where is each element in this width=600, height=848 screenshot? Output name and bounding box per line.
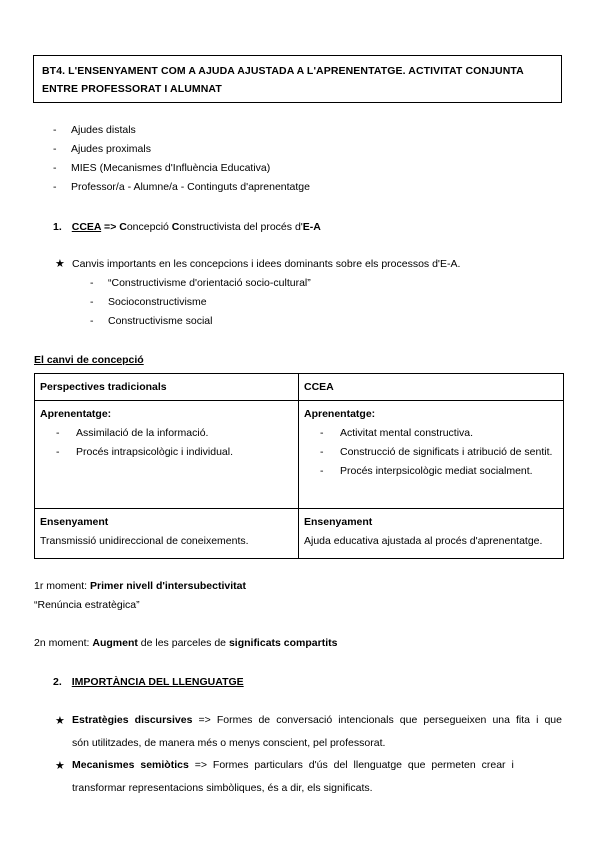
section-2-heading: 2. IMPORTÀNCIA DEL LLENGUATGE [53, 676, 244, 688]
section-1-heading: 1. CCEA => Concepció Constructivista del procés d'E-A [53, 221, 321, 233]
changes-list [90, 274, 490, 331]
table-row-teaching [35, 509, 564, 559]
intro-list [53, 121, 473, 197]
moment-1: 1r moment: Primer nivell d'intersubectivitat [34, 580, 246, 592]
comparison-table [34, 373, 564, 559]
learning-title: Aprenentatge: [304, 408, 376, 420]
table-header-row [35, 374, 564, 401]
list-item: - Activitat mental constructiva. [320, 427, 474, 439]
title-line-1: BT4. L'ENSENYAMENT COM A AJUDA AJUSTADA A L'APRENENTATGE. ACTIVITAT CONJUNTA [42, 65, 524, 77]
learning-title: Aprenentatge: [40, 408, 112, 420]
list-item: - MIES (Mecanismes d'Influència Educativa) [53, 162, 271, 174]
header-ccea: CCEA [304, 381, 334, 393]
list-item: - Procés interpsicològic mediat socialment. [320, 465, 533, 477]
header-traditional: Perspectives tradicionals [40, 381, 167, 393]
star-bullet-icon: ★ [55, 760, 65, 772]
list-item: - Procés intrapsicològic i individual. [56, 446, 233, 458]
moment-2: 2n moment: Augment de les parceles de significats compartits [34, 637, 338, 649]
strategies-bullet: ★ Estratègies discursives => Formes de conversació intencionals que persegueixen una fita i que són utilitzades, de manera més o menys conscient, pel professorat. [55, 714, 562, 749]
list-item: - Construcció de significats i atribució de sentit. [320, 446, 553, 458]
list-item: - Ajudes distals [53, 124, 136, 136]
star-bullet-icon: ★ [55, 715, 65, 727]
table-caption: El canvi de concepció [34, 354, 144, 366]
teaching-text: Ajuda educativa ajustada al procés d'aprenentatge. [304, 535, 543, 547]
teaching-title: Ensenyament [304, 516, 373, 528]
list-item: - Socioconstructivisme [90, 296, 207, 308]
acronym-ccea: CCEA [71, 221, 102, 233]
semiotic-bullet: ★ Mecanismes semiòtics => Formes particulars d'ús del llenguatge que permeten crear i transformar representacions simbòliques, és a dir, els significats. [55, 759, 514, 794]
table-row-learning [35, 401, 564, 509]
teaching-text: Transmissió unidireccional de coneixements. [40, 535, 249, 547]
teaching-title: Ensenyament [40, 516, 109, 528]
list-item: - Assimilació de la informació. [56, 427, 209, 439]
list-item: - Professor/a - Alumne/a - Continguts d'aprenentatge [53, 181, 310, 193]
title-line-2: ENTRE PROFESSORAT I ALUMNAT [42, 83, 222, 95]
list-item: - “Constructivisme d'orientació socio-cultural” [90, 277, 311, 289]
list-item: - Constructivisme social [90, 315, 213, 327]
star-bullet-icon: ★ [55, 258, 65, 270]
document-title [33, 55, 562, 103]
moment-1-quote: “Renúncia estratègica” [34, 599, 140, 611]
list-item: - Ajudes proximals [53, 143, 151, 155]
